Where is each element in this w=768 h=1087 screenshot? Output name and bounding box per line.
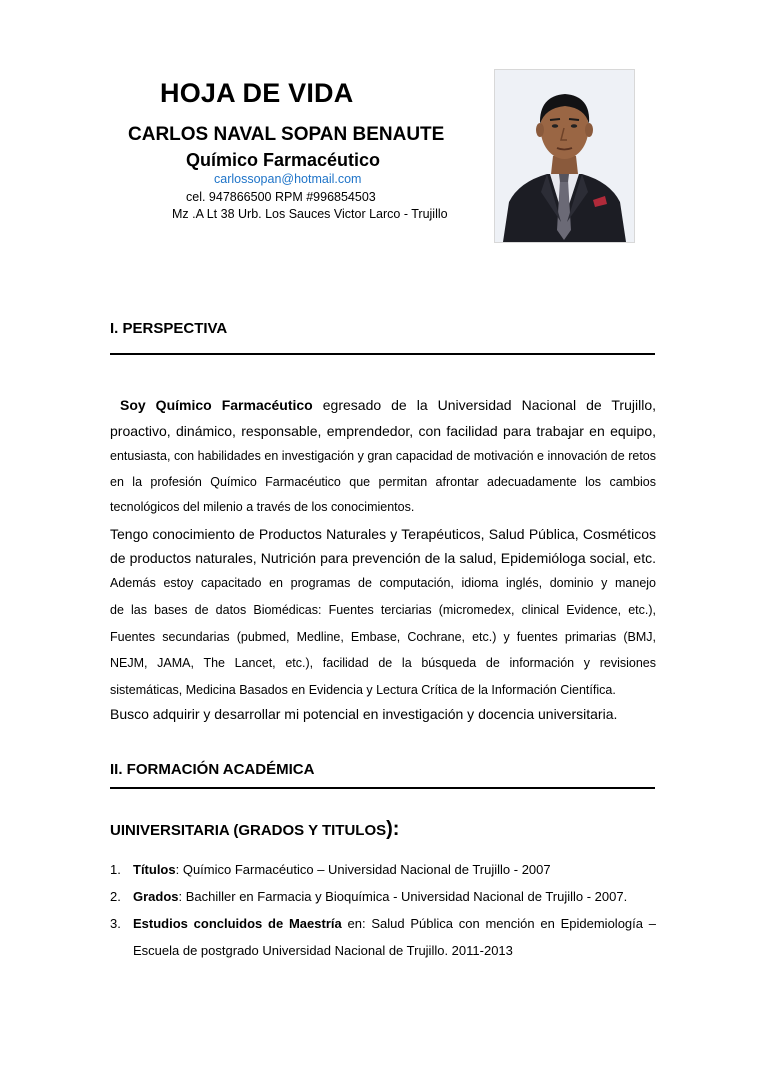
phone-numbers: cel. 947866500 RPM #996854503: [186, 190, 376, 204]
page-title: HOJA DE VIDA: [160, 78, 354, 108]
paragraph-line: entusiasta, con habilidades en investigación y gran capacidad de motivación e innovación de retos: [110, 449, 656, 463]
list-number: 3.: [110, 916, 121, 931]
list-item: [133, 916, 656, 931]
bold-phrase: Soy Químico Farmacéutico: [120, 397, 313, 413]
subsection-title-universitaria: [110, 818, 399, 841]
subsection-title-text: UINIVERSITARIA (GRADOS Y TITULOS: [110, 822, 387, 839]
section-title-perspectiva: I. PERSPECTIVA: [110, 320, 228, 337]
paragraph-line: tecnológicos del milenio a través de los conocimientos.: [110, 500, 415, 514]
list-item-label: Grados: [133, 889, 179, 904]
candidate-name: CARLOS NAVAL SOPAN BENAUTE: [128, 124, 445, 145]
section-divider: [110, 787, 655, 789]
profile-photo: [494, 69, 635, 243]
list-item: [133, 889, 656, 904]
list-item-label: Títulos: [133, 862, 176, 877]
portrait-illustration: [495, 70, 634, 242]
list-item: [133, 862, 656, 877]
list-item-continuation: Escuela de postgrado Universidad Nacional de Trujillo. 2011-2013: [133, 943, 513, 958]
section-divider: [110, 353, 655, 355]
paragraph-line: NEJM, JAMA, The Lancet, etc.), facilidad de la búsqueda de información y revisiones: [110, 656, 656, 670]
paragraph-line: de las bases de datos Biomédicas: Fuentes terciarias (micromedex, clinical Evidence, etc.),: [110, 603, 656, 617]
paragraph-line: [120, 397, 656, 413]
list-item-label: Estudios concluidos de Maestría: [133, 916, 342, 931]
paragraph-line: Busco adquirir y desarrollar mi potencial en investigación y docencia universitaria.: [110, 706, 618, 722]
paragraph-line: de productos naturales, Nutrición para prevención de la salud, Epidemióloga social, etc.: [110, 550, 656, 566]
email-link[interactable]: carlossopan@hotmail.com: [214, 172, 362, 186]
paragraph-line: proactivo, dinámico, responsable, emprendedor, con facilidad para trabajar en equipo,: [110, 423, 656, 439]
list-item-text: : Bachiller en Farmacia y Bioquímica - Universidad Nacional de Trujillo - 2007.: [178, 889, 628, 904]
paragraph-text: egresado de la Universidad Nacional de Trujillo,: [312, 397, 656, 413]
candidate-profession: Químico Farmacéutico: [186, 150, 381, 170]
subsection-title-end: ):: [386, 818, 400, 840]
paragraph-line: Fuentes secundarias (pubmed, Medline, Embase, Cochrane, etc.) y fuentes primarias (BMJ,: [110, 630, 656, 644]
list-item-text: : Químico Farmacéutico – Universidad Nacional de Trujillo - 2007: [175, 862, 551, 877]
section-title-formacion: II. FORMACIÓN ACADÉMICA: [110, 761, 315, 778]
list-item-text: en: Salud Pública con mención en Epidemiología –: [341, 916, 656, 931]
list-number: 1.: [110, 862, 121, 877]
paragraph-line: sistemáticas, Medicina Basados en Evidencia y Lectura Crítica de la Información Científica.: [110, 683, 616, 697]
paragraph-line: en la profesión Químico Farmacéutico que permitan afrontar adecuadamente los cambios: [110, 475, 656, 489]
paragraph-line: Tengo conocimiento de Productos Naturales y Terapéuticos, Salud Pública, Cosméticos: [110, 526, 656, 542]
address: Mz .A Lt 38 Urb. Los Sauces Victor Larco - Trujillo: [172, 207, 448, 221]
list-number: 2.: [110, 889, 121, 904]
paragraph-line: Además estoy capacitado en programas de computación, idioma inglés, dominio y manejo: [110, 576, 656, 590]
